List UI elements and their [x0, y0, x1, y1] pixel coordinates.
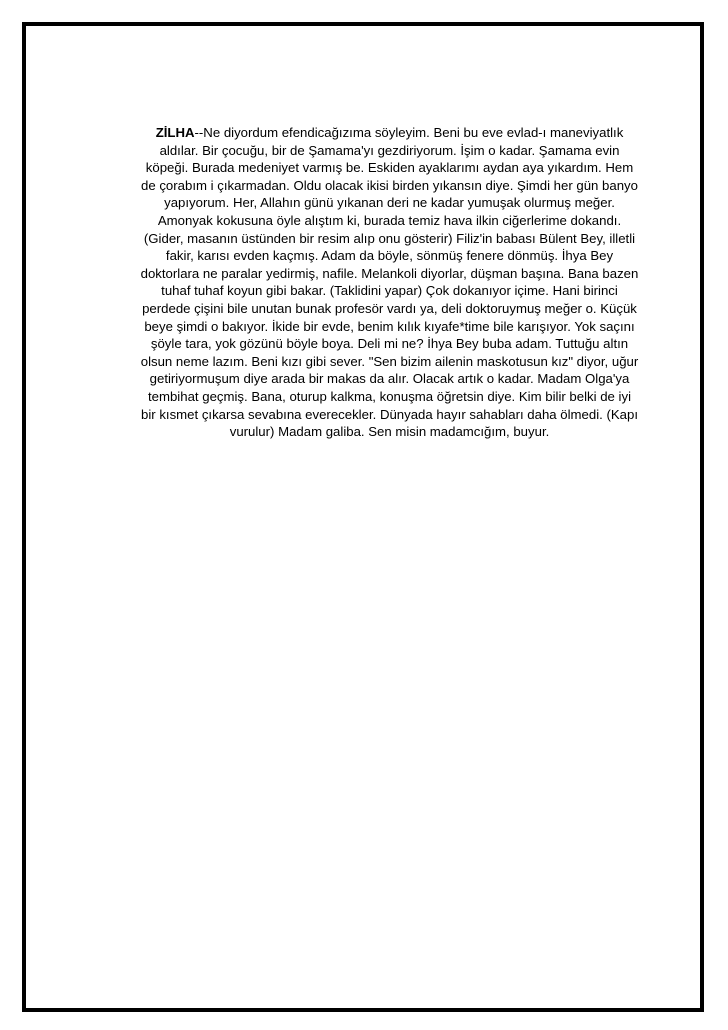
text-line: şöyle tara, yok gözünü böyle boya. Deli mi ne? İhya Bey buba adam. Tuttuğu altın: [150, 336, 629, 352]
text-line: olsun neme lazım. Beni kızı gibi sever. "Sen bizim ailenin maskotusun kız" diyor, uğur: [140, 353, 639, 369]
text-line: aldılar. Bir çocuğu, bir de Şamama'yı gezdiriyorum. İşim o kadar. Şamama evin: [159, 142, 620, 158]
text-line: bir kısmet çıkarsa sevabına everecekler. Dünyada hayır sahabları daha ölmedi. (Kapı: [141, 406, 638, 422]
text-line: (Gider, masanın üstünden bir resim alıp onu gösterir) Filiz'in babası Bülent Bey, illetli: [143, 230, 636, 246]
text-line: yapıyorum. Her, Allahın günü yıkanan deri ne kadar yumuşak olurmuş meğer.: [164, 195, 615, 211]
text-line: köpeği. Burada medeniyet varmış be. Eskiden ayaklarımı aydan aya yıkardım. Hem: [145, 160, 634, 176]
text-line: tembihat geçmiş. Bana, oturup kalkma, konuşma öğretsin diye. Kim bilir belki de iyi: [147, 388, 632, 404]
text-line: Amonyak kokusuna öyle alıştım ki, burada temiz hava ilkin ciğerlerime dokandı.: [157, 212, 622, 228]
page-frame: [22, 22, 704, 1012]
text-line-content: --Ne diyordum efendicağızıma söyleyim. Beni bu eve evlad-ı maneviyatlık: [194, 125, 624, 140]
text-line: beye şimdi o bakıyor. İkide bir evde, benim kılık kıyafe*time bile karışıyor. Yok saçını: [144, 318, 635, 334]
text-line: getiriyormuşum diye arada bir makas da alır. Olacak artık o kadar. Madam Olga'ya: [149, 371, 630, 387]
text-line: de çorabım i çıkarmadan. Oldu olacak ikisi birden yıkansın diye. Şimdi her gün banyo: [141, 177, 638, 193]
text-line: doktorlara ne paralar yedirmiş, nafile. Melankoli diyorlar, düşman başına. Bana bazen: [140, 265, 639, 281]
text-line: [83, 124, 696, 142]
speaker-name: ZİLHA: [155, 125, 195, 140]
text-line: tuhaf tuhaf koyun gibi bakar. (Taklidini yapar) Çok dokanıyor içime. Hani birinci: [161, 283, 618, 299]
text-line: perdede çişini bile unutan bunak profesör vardı ya, deli doktoruymuş meğer o. Küçük: [142, 300, 637, 316]
text-line: vurulur) Madam galiba. Sen misin madamcığım, buyur.: [229, 424, 550, 440]
dialogue-paragraph: [83, 124, 696, 441]
text-line: fakir, karısı evden kaçmış. Adam da böyle, sönmüş fenere dönmüş. İhya Bey: [165, 248, 614, 264]
